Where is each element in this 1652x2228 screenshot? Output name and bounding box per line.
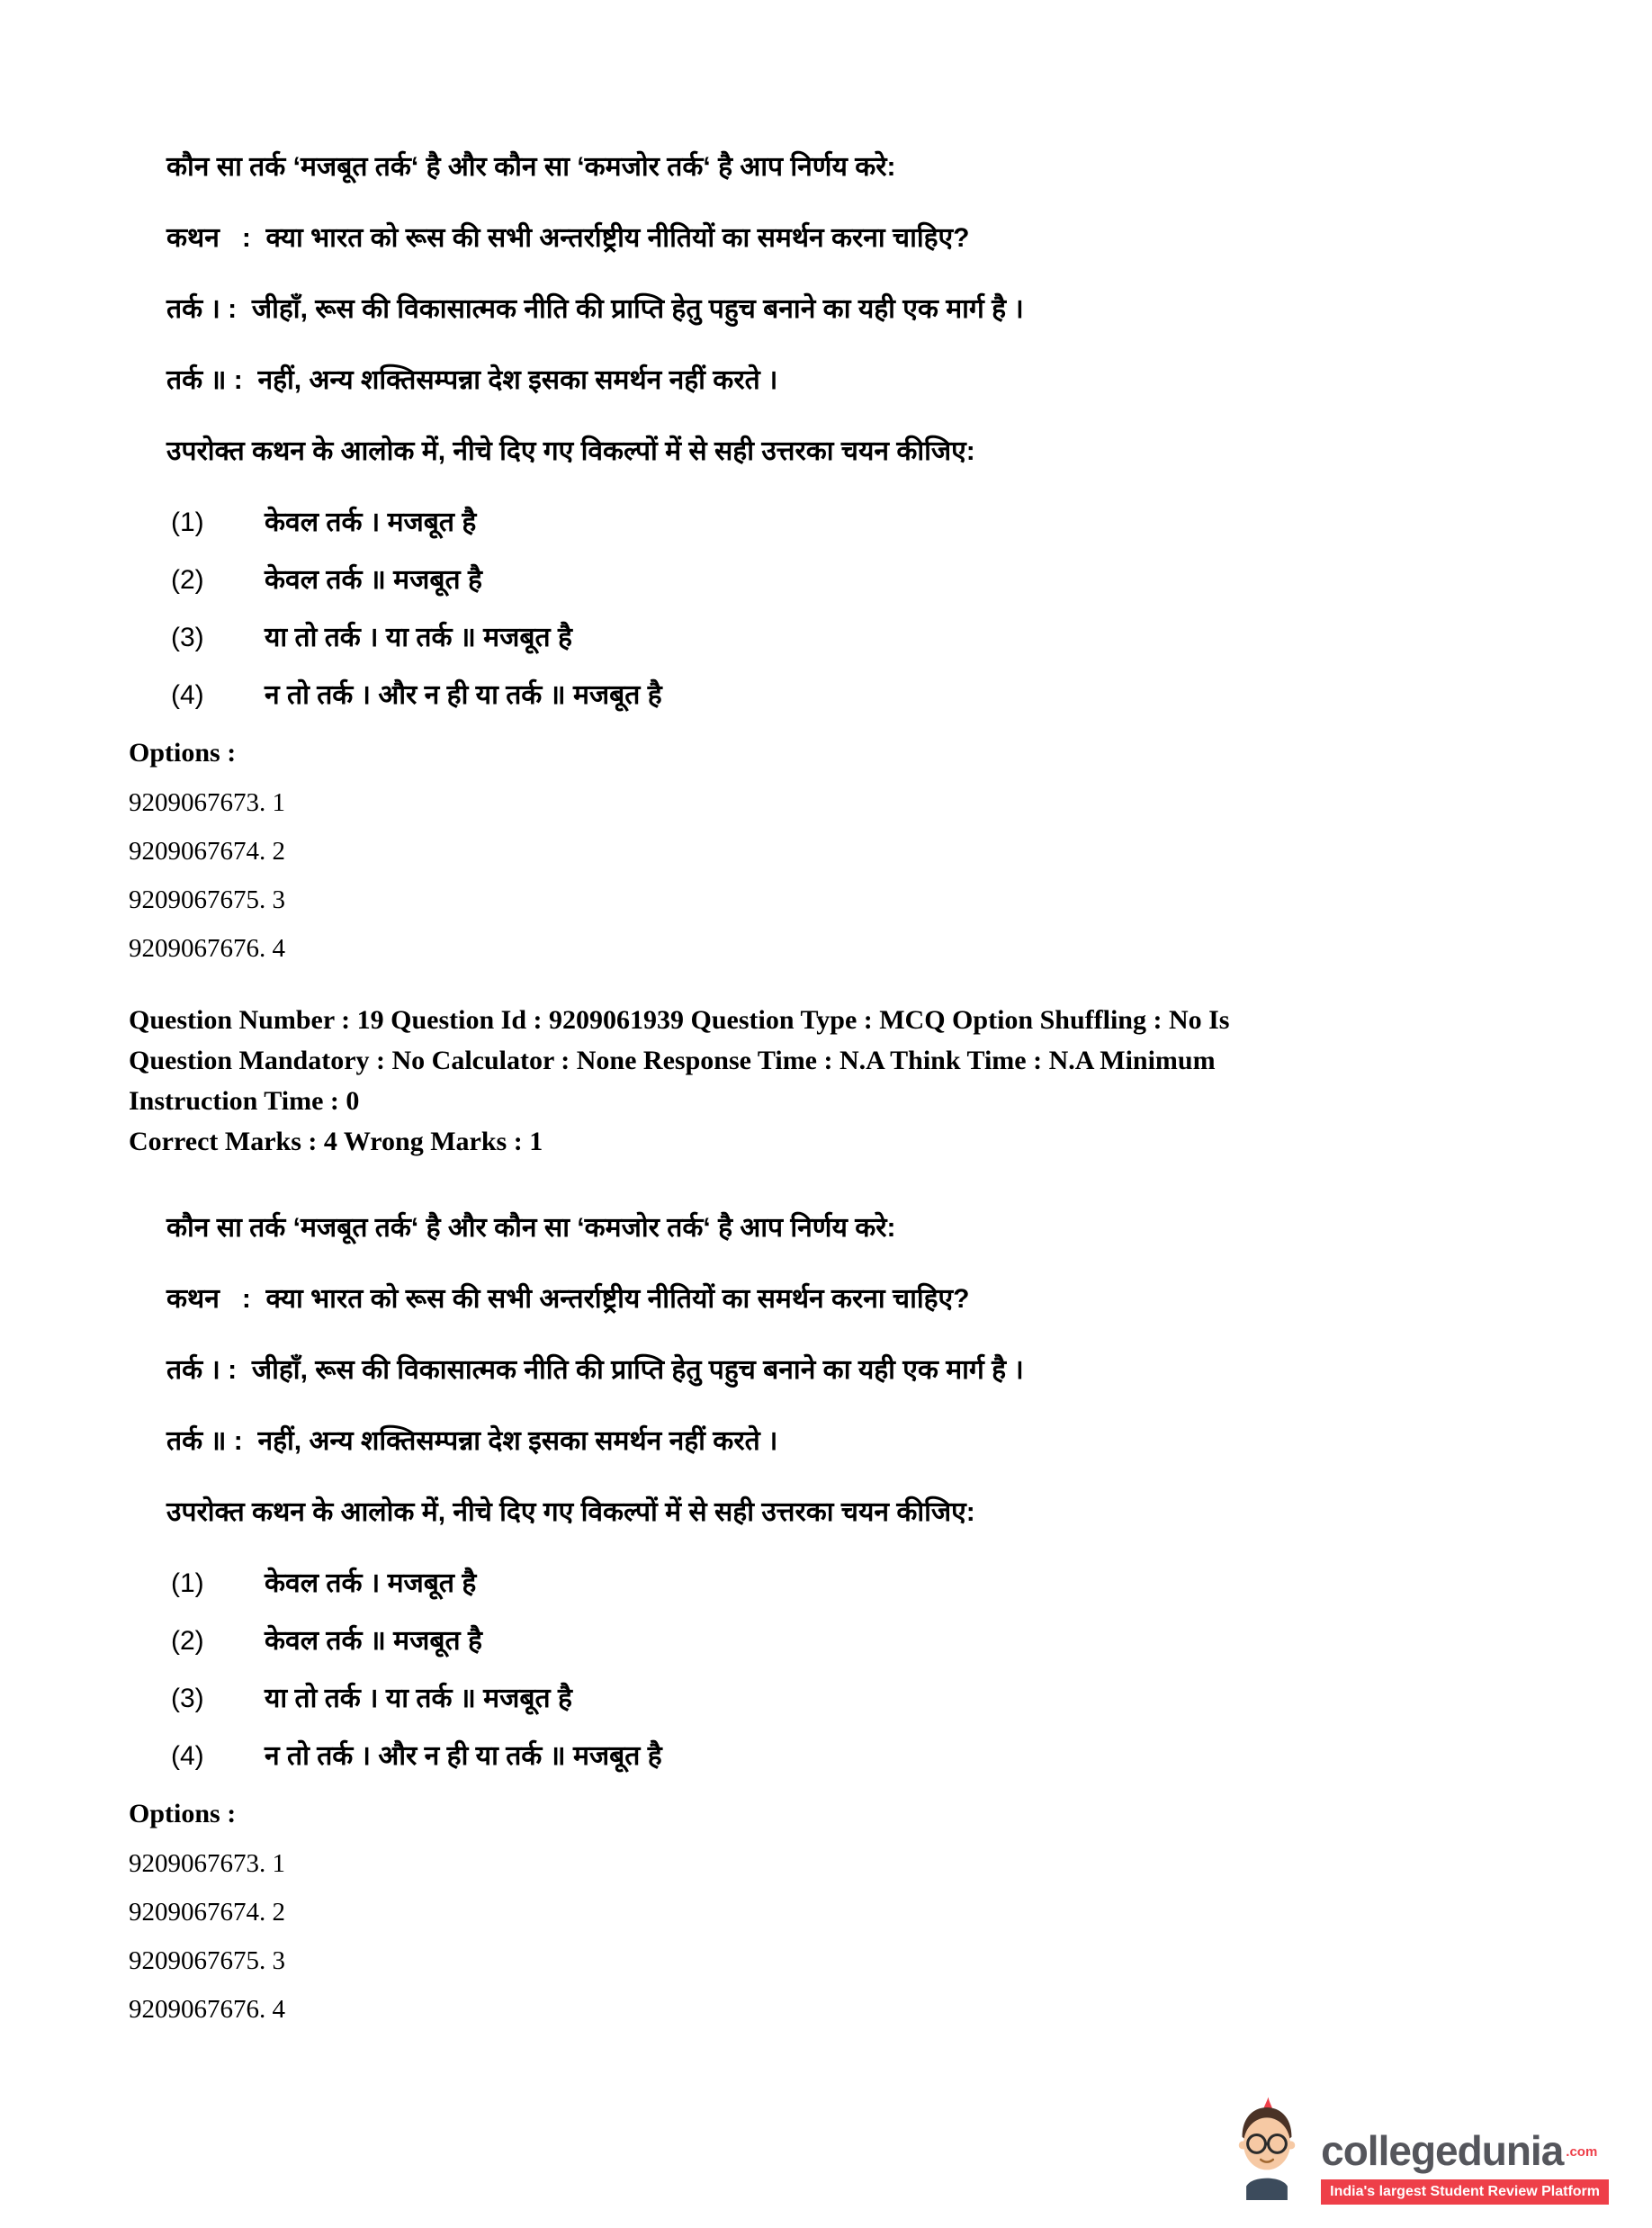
question-intro-line: कौन सा तर्क ‘मजबूत तर्क‘ है और कौन सा ‘कमजोर तर्क‘ है आप निर्णय करे: [166,1213,896,1243]
argument-2-line: तर्क ॥ : नहीं, अन्य शक्तिसम्पन्ना देश इसका समर्थन नहीं करते । [166,1426,778,1456]
collegedunia-wordmark [1321,2129,1597,2174]
option-id: 9209067673. 1 [129,788,285,817]
metadata-line: Instruction Time : 0 [129,1086,360,1116]
question-intro-line: कौन सा तर्क ‘मजबूत तर्क‘ है और कौन सा ‘कमजोर तर्क‘ है आप निर्णय करे: [166,152,896,182]
option-id: 9209067674. 2 [129,1898,285,1927]
choice-list [129,1568,1544,1773]
choice-row [171,1625,1544,1658]
choice-number: (1) [171,1568,204,1598]
collegedunia-mascot-icon [1226,2096,1308,2205]
collegedunia-tagline: India's largest Student Review Platform [1321,2179,1609,2205]
choice-number: (2) [171,1626,204,1656]
question-block-1 [129,151,1544,964]
choice-row [171,507,1544,539]
option-id: 9209067675. 3 [129,885,285,914]
argument-1-line: तर्क । : जीहाँ, रूस की विकासात्मक नीति की प्राप्ति हेतु पहुच बनाने का यही एक मार्ग है । [166,294,1024,324]
argument-2-line: तर्क ॥ : नहीं, अन्य शक्तिसम्पन्ना देश इसका समर्थन नहीं करते । [166,365,778,395]
choice-text: केवल तर्क । मजबूत है [265,508,477,537]
choice-row [171,1740,1544,1773]
question-instruction-line: उपरोक्त कथन के आलोक में, नीचे दिए गए विकल्पों में से सही उत्तरका चयन कीजिए: [166,436,975,466]
question-metadata [129,1000,1532,1162]
question-block-2 [129,1212,1544,2025]
choice-number: (3) [171,1684,204,1713]
choice-number: (2) [171,565,204,595]
option-id: 9209067676. 4 [129,1995,285,2024]
choice-text: न तो तर्क । और न ही या तर्क ॥ मजबूत है [265,680,662,710]
choice-row [171,1683,1544,1715]
choice-row [171,622,1544,654]
choice-number: (1) [171,508,204,537]
option-id: 9209067674. 2 [129,837,285,866]
option-id: 9209067673. 1 [129,1849,285,1878]
choice-text: या तो तर्क । या तर्क ॥ मजबूत है [265,623,572,652]
choice-row [171,564,1544,597]
metadata-line: Question Number : 19 Question Id : 9209061939 Question Type : MCQ Option Shuffling : No Is [129,1005,1230,1035]
statement-line: कथन : क्या भारत को रूस की सभी अन्तर्राष्ट्रीय नीतियों का समर्थन करना चाहिए? [166,223,970,253]
choice-list [129,507,1544,712]
collegedunia-brand-text [1321,2129,1609,2205]
metadata-line: Question Mandatory : No Calculator : None Response Time : N.A Think Time : N.A Minimum [129,1046,1216,1075]
choice-number: (4) [171,1741,204,1771]
marks-line: Correct Marks : 4 Wrong Marks : 1 [129,1127,543,1156]
option-id: 9209067676. 4 [129,934,285,963]
choice-number: (3) [171,623,204,652]
options-heading: Options : [129,1799,237,1828]
choice-number: (4) [171,680,204,710]
choice-text: केवल तर्क । मजबूत है [265,1568,477,1598]
choice-row [171,1568,1544,1600]
options-heading: Options : [129,738,237,768]
statement-line: कथन : क्या भारत को रूस की सभी अन्तर्राष्ट्रीय नीतियों का समर्थन करना चाहिए? [166,1284,970,1314]
question-instruction-line: उपरोक्त कथन के आलोक में, नीचे दिए गए विकल्पों में से सही उत्तरका चयन कीजिए: [166,1497,975,1527]
argument-1-line: तर्क । : जीहाँ, रूस की विकासात्मक नीति की प्राप्ति हेतु पहुच बनाने का यही एक मार्ग है । [166,1355,1024,1385]
option-id: 9209067675. 3 [129,1946,285,1975]
choice-row [171,679,1544,712]
choice-text: न तो तर्क । और न ही या तर्क ॥ मजबूत है [265,1741,662,1771]
wordmark-tld: .com [1566,2144,1598,2160]
collegedunia-logo[interactable] [1226,2096,1609,2205]
choice-text: केवल तर्क ॥ मजबूत है [265,1626,482,1656]
choice-text: केवल तर्क ॥ मजबूत है [265,565,482,595]
choice-text: या तो तर्क । या तर्क ॥ मजबूत है [265,1684,572,1713]
wordmark-text: collegedunia [1321,2127,1564,2174]
